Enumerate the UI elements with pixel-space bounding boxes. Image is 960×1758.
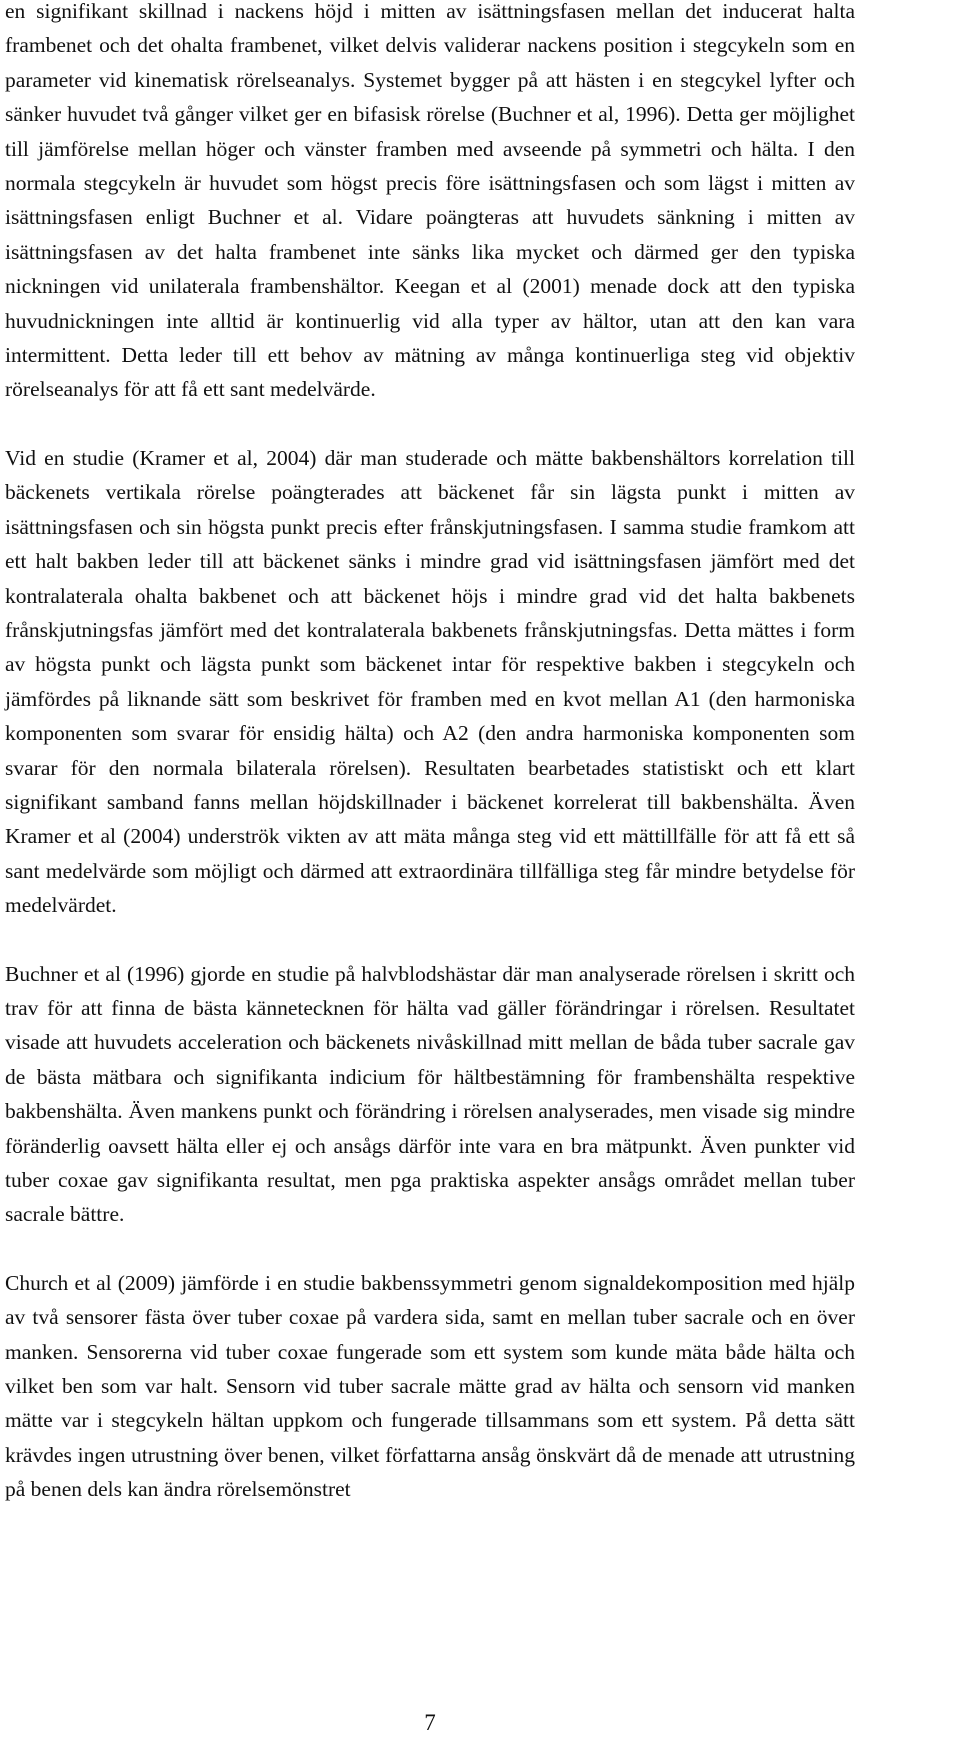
paragraph-church-study: Church et al (2009) jämförde i en studie bakbenssymmetri genom signaldekomposition med hjälp av två sensorer fästa över tuber coxae på vardera sida, samt en mellan tuber sacrale och en över manken. Sensorerna vid tuber coxae fungerade som ett system som kunde mäta både hälta och vilket ben som var halt. Sensorn vid tuber sacrale mätte grad av hälta och sensorn vid manken mätte var i stegcykeln hältan uppkom och fungerade tillsammans som ett system. På detta sätt krävdes ingen utrustning över benen, vilket författarna ansåg önskvärt då de menade att utrustning på benen dels kan ändra rörelsemönstret xyxy=(5,1270,855,1502)
document-page xyxy=(5,0,855,1507)
page-number: 7 xyxy=(424,1710,436,1735)
paragraph-head-nodding: en signifikant skillnad i nackens höjd i mitten av isättningsfasen mellan det inducerat halta frambenet och det ohalta frambenet, vilket delvis validerar nackens position i stegcykeln som en parameter vid kinematisk rörelseanalys. Systemet bygger på att hästen i en stegcykel lyfter och sänker huvudet två gånger vilket ger en bifasisk rörelse (Buchner et al, 1996). Detta ger möjlighet till jämförelse mellan höger och vänster framben med avseende på symmetri och hälta. I den normala stegcykeln är huvudet som högst precis före isättningsfasen och som lägst i mitten av isättningsfasen enligt Buchner et al. Vidare poängteras att huvudets sänkning i mitten av isättningsfasen av det halta frambenet inte sänks lika mycket och därmed ger den typiska nickningen vid unilaterala frambenshältor. Keegan et al (2001) menade dock att den typiska huvudnickningen inte alltid är kontinuerlig vid alla typer av hältor, utan att den kan vara intermittent. Detta leder till ett behov av mätning av många kontinuerliga steg vid objektiv rörelseanalys för att få ett sant medelvärde. xyxy=(5,0,855,402)
paragraph-kramer-pelvis: Vid en studie (Kramer et al, 2004) där man studerade och mätte bakbenshältors korrelation till bäckenets vertikala rörelse poängterades att bäckenet får sin lägsta punkt i mitten av isättningsfasen och sin högsta punkt precis efter frånskjutningsfasen. I samma studie framkom att ett halt bakben leder till att bäckenet sänks i mindre grad vid isättningsfasen jämfört med det kontralaterala ohalta bakbenet och att bäckenet höjs i mindre grad vid det halta bakbenets frånskjutningsfas jämfört med det kontralaterala bakbenets frånskjutningsfas. Detta mättes i form av högsta punkt och lägsta punkt som bäckenet intar för respektive bakben i stegcykeln och jämfördes på liknande sätt som beskrivet för framben med en kvot mellan A1 (den harmoniska komponenten som svarar för ensidig hälta) och A2 (den andra harmoniska komponenten som svarar för den normala bilaterala rörelsen). Resultaten bearbetades statistiskt och ett klart signifikant samband fanns mellan höjdskillnader i bäckenet korrelerat till bakbenshälta. Även Kramer et al (2004) underströk vikten av att mäta många steg vid ett mättillfälle för att få ett så sant medelvärde som möjligt och därmed att extraordinära tillfälliga steg får mindre betydelse för medelvärdet. xyxy=(5,445,855,918)
paragraph-buchner-study: Buchner et al (1996) gjorde en studie på halvblodshästar där man analyserade rörelsen i skritt och trav för att finna de bästa kännetecknen för hälta vad gäller förändringar i rörelsen. Resultatet visade att huvudets acceleration och bäckenets nivåskillnad mitt mellan de båda tuber sacrale gav de bästa mätbara och signifikanta indicium för hältbestämning för frambenshälta respektive bakbenshälta. Även mankens punkt och förändring i rörelsen analyserades, men visade sig mindre föränderlig oavsett hälta eller ej och ansågs därför inte vara en bra mätpunkt. Även punkter vid tuber coxae gav signifikanta resultat, men pga praktiska aspekter ansågs området mellan tuber sacrale bättre. xyxy=(5,961,855,1227)
